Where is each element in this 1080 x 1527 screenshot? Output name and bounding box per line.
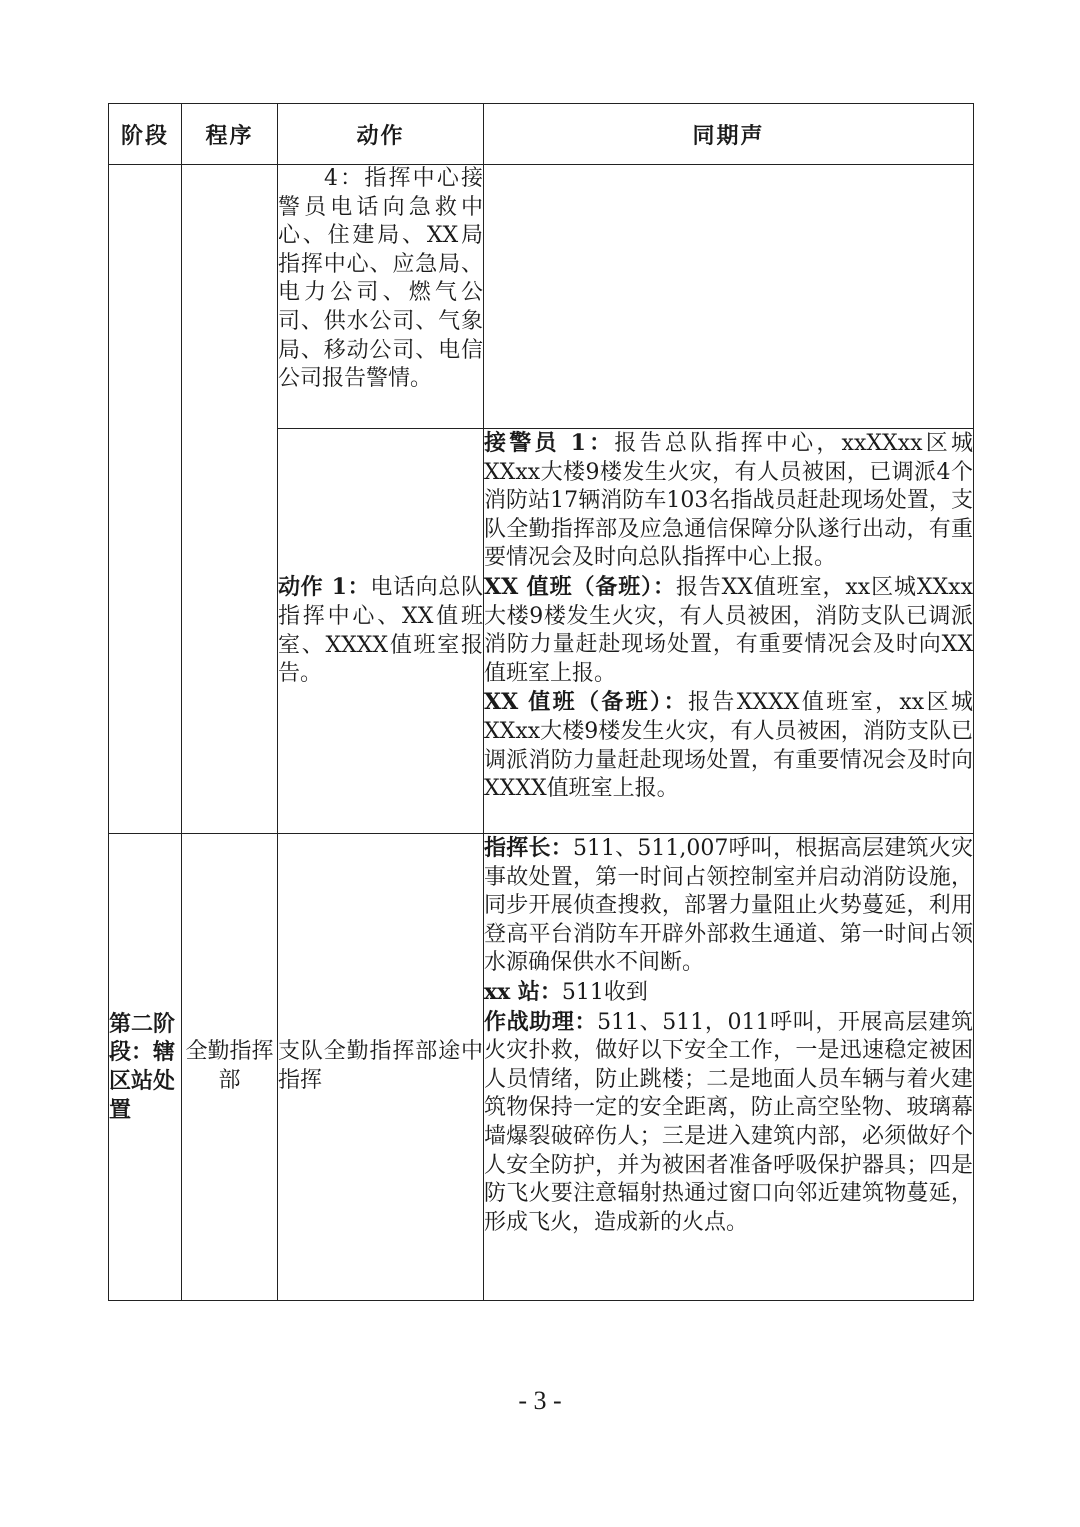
header-row bbox=[109, 104, 974, 165]
speech-cell-empty bbox=[484, 165, 974, 429]
procedure-table bbox=[108, 103, 974, 1301]
speech-text: 报告XXXX值班室，xx区城XXxx大楼9楼发生火灾，有人员被困，消防支队已调派消防力量赶赴现场处置，有重要情况会及时向XXXX值班室上报。 bbox=[484, 690, 973, 802]
speech-paragraph bbox=[484, 429, 973, 573]
speech-cell bbox=[484, 429, 974, 834]
speech-paragraph bbox=[484, 688, 973, 803]
speaker-label: 指挥长： bbox=[484, 835, 573, 861]
page-number: - 3 - bbox=[518, 1386, 562, 1415]
speaker-label: xx 站： bbox=[484, 978, 562, 1005]
stage-cell: 第二阶段：辖区站处置 bbox=[109, 834, 182, 1301]
action-cell bbox=[278, 834, 484, 1301]
speech-text: 报告总队指挥中心，xxXXxx区城XXxx大楼9楼发生火灾，有人员被困，已调派4个消防站17辆消防车103名指战员赶赴现场处置，支队全勤指挥部及应急通信保障分队遂行出动，有重要情况会及时向总队指挥中心上报。 bbox=[484, 431, 973, 571]
action-cell bbox=[278, 165, 484, 429]
table-row bbox=[109, 165, 974, 429]
header-stage: 阶段 bbox=[109, 104, 182, 165]
procedure-cell: 全勤指挥部 bbox=[182, 834, 278, 1301]
table-row bbox=[109, 834, 974, 1301]
action-text: 4：指挥中心接警员电话向急救中心、住建局、XX局指挥中心、应急局、电力公司、燃气公司、供水公司、气象局、移动公司、电信公司报告警情。 bbox=[278, 166, 483, 392]
speech-text: 511、511,007呼叫，根据高层建筑火灾事故处置，第一时间占领控制室并启动消防设施，同步开展侦查搜救，部署力量阻止火势蔓延，利用登高平台消防车开辟外部救生通道、第一时间占领水源确保供水不间断。 bbox=[484, 836, 973, 976]
speech-paragraph bbox=[484, 834, 973, 978]
speaker-label: 接警员 1： bbox=[484, 430, 615, 456]
speaker-label: 作战助理： bbox=[484, 1008, 598, 1035]
speech-paragraph bbox=[484, 573, 973, 688]
speaker-label: XX 值班（备班）： bbox=[484, 573, 676, 600]
speaker-label: XX 值班（备班）： bbox=[484, 689, 688, 716]
action-body: 电话向总队指挥中心、XX值班室、XXXX值班室报告。 bbox=[278, 575, 483, 687]
stage-cell-empty bbox=[109, 165, 182, 834]
action-text bbox=[278, 573, 483, 688]
speech-text: 511、511，011呼叫，开展高层建筑火灾扑救，做好以下安全工作，一是迅速稳定被困人员情绪，防止跳楼；二是地面人员车辆与着火建筑物保持一定的安全距离，防止高空坠物、玻璃幕墙爆裂破碎伤人；三是进入建筑内部，必须做好个人安全防护，并为被困者准备呼吸保护器具；四是防飞火要注意辐射热通过窗口向邻近建筑物蔓延，形成飞火，造成新的火点。 bbox=[484, 1009, 973, 1235]
speech-paragraph bbox=[484, 978, 973, 1008]
header-procedure: 程序 bbox=[182, 104, 278, 165]
speech-text: 报告XX值班室，xx区城XXxx大楼9楼发生火灾，有人员被困，消防支队已调派消防力量赶赴现场处置，有重要情况会及时向XX值班室上报。 bbox=[484, 574, 973, 686]
action-cell bbox=[278, 429, 484, 834]
header-action: 动作 bbox=[278, 104, 484, 165]
action-label: 动作 1： bbox=[278, 574, 371, 601]
speech-text: 511收到 bbox=[561, 979, 648, 1005]
action-text: 支队全勤指挥部途中指挥 bbox=[278, 1039, 483, 1093]
speech-cell bbox=[484, 834, 974, 1301]
speech-paragraph bbox=[484, 1008, 973, 1238]
procedure-cell-empty bbox=[182, 165, 278, 834]
header-speech: 同期声 bbox=[484, 104, 974, 165]
